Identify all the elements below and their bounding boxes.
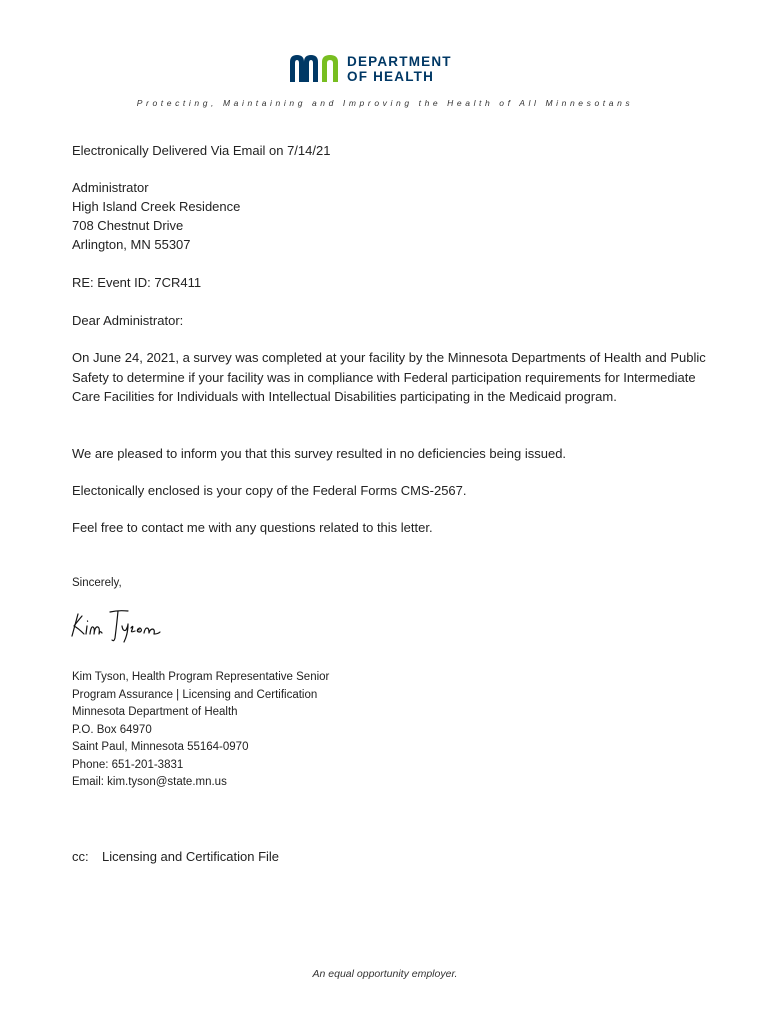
closing: Sincerely,: [72, 577, 122, 589]
signature-line: Phone: 651-201-3831: [72, 758, 184, 771]
footer-text: An equal opportunity employer.: [312, 968, 458, 980]
logo-line2: OF HEALTH: [347, 69, 435, 84]
body-paragraph: Electonically enclosed is your copy of the Federal Forms CMS-2567.: [72, 483, 467, 498]
body-paragraph: Feel free to contact me with any questions related to this letter.: [72, 520, 433, 535]
recipient-line: Administrator: [72, 180, 149, 195]
recipient-line: High Island Creek Residence: [72, 199, 241, 214]
salutation: Dear Administrator:: [72, 313, 184, 328]
cc-label: cc:: [72, 849, 89, 864]
email-line: Email: kim.tyson@state.mn.us: [72, 776, 227, 788]
signature-line: Program Assurance | Licensing and Certification: [72, 688, 318, 701]
re-line: RE: Event ID: 7CR411: [72, 275, 202, 290]
mn-logo-mark-icon: [290, 55, 338, 82]
signature-line: Saint Paul, Minnesota 55164-0970: [72, 741, 249, 753]
recipient-line: Arlington, MN 55307: [72, 237, 191, 252]
signature-line: Minnesota Department of Health: [72, 706, 238, 718]
recipient-line: 708 Chestnut Drive: [72, 218, 184, 233]
body-paragraph: We are pleased to inform you that this survey resulted in no deficiencies being issued.: [72, 446, 567, 461]
cc-value: Licensing and Certification File: [102, 849, 280, 864]
handwritten-signature: [68, 604, 172, 644]
body-paragraph: On June 24, 2021, a survey was completed at your facility by the Minnesota Departments of Health and Public Safety to determine if your facility was in compliance with Federal participation requirements for Intermediate Care Facilities for Individuals with Intellectual Disabilities participating in the Medicaid program.: [72, 350, 706, 404]
logo-line1: DEPARTMENT: [347, 54, 452, 69]
mdh-logo: [289, 52, 484, 86]
signature-line: Kim Tyson, Health Program Representative Senior: [72, 671, 330, 683]
tagline: Protecting, Maintaining and Improving the Health of All Minnesotans: [136, 98, 634, 108]
delivery-line: Electronically Delivered Via Email on 7/14/21: [72, 143, 331, 158]
signature-line: P.O. Box 64970: [72, 723, 152, 736]
